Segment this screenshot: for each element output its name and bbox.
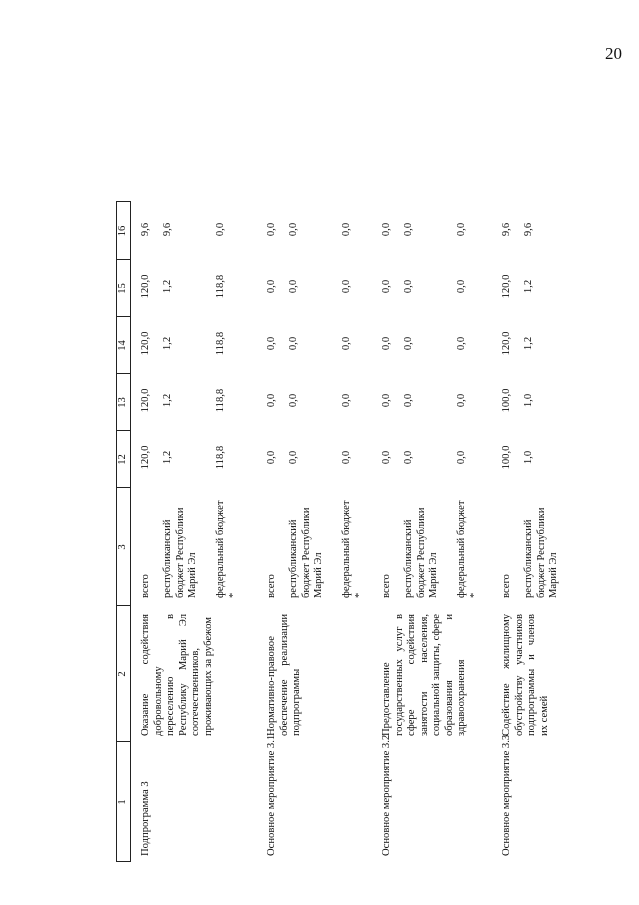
funding-source: республиканский бюджет Республики Марий Эл: [403, 507, 439, 598]
value-cell: 1,2: [162, 393, 173, 408]
value-cell: 0,0: [456, 393, 467, 408]
row-description: Содействие жилищному обустройству участников подпрограммы и членов их семей: [501, 614, 550, 736]
funding-source: всего: [266, 574, 277, 598]
header-col-13: 13: [117, 397, 128, 408]
funding-source: республиканский бюджет Республики Марий Эл: [162, 507, 198, 598]
value-cell: 120,0: [140, 331, 151, 356]
page-number: 20: [605, 44, 622, 63]
value-cell: 0,0: [341, 336, 352, 351]
value-cell: 0,0: [215, 222, 226, 237]
row-title: Основное мероприятие 3.1: [266, 734, 277, 856]
value-cell: 0,0: [341, 450, 352, 465]
value-cell: 120,0: [501, 274, 512, 299]
header-col-2: 2: [117, 671, 128, 677]
value-cell: 0,0: [266, 336, 277, 351]
value-cell: 0,0: [288, 222, 299, 237]
value-cell: 0,0: [266, 279, 277, 294]
value-cell: 0,0: [341, 222, 352, 237]
value-cell: 1,2: [523, 336, 534, 351]
header-col-3: 3: [117, 544, 128, 550]
value-cell: 0,0: [288, 336, 299, 351]
value-cell: 100,0: [501, 388, 512, 413]
value-cell: 0,0: [403, 279, 414, 294]
funding-source: федеральный бюджет *: [215, 500, 239, 598]
value-cell: 1,0: [523, 450, 534, 465]
value-cell: 118,8: [215, 445, 226, 470]
header-col-14: 14: [117, 340, 128, 351]
funding-source: всего: [140, 574, 151, 598]
value-cell: 118,8: [215, 388, 226, 413]
header-col-15: 15: [117, 283, 128, 294]
row-title: Основное мероприятие 3.3: [501, 734, 512, 856]
value-cell: 1,0: [523, 393, 534, 408]
value-cell: 0,0: [288, 279, 299, 294]
funding-source: всего: [501, 574, 512, 598]
value-cell: 0,0: [288, 393, 299, 408]
value-cell: 9,6: [162, 222, 173, 237]
value-cell: 0,0: [456, 222, 467, 237]
row-title: Подпрограмма 3: [140, 781, 151, 856]
value-cell: 118,8: [215, 331, 226, 356]
value-cell: 0,0: [381, 336, 392, 351]
budget-table: [116, 48, 639, 862]
value-cell: 118,8: [215, 274, 226, 299]
value-cell: 0,0: [266, 393, 277, 408]
value-cell: 1,2: [162, 336, 173, 351]
value-cell: 0,0: [403, 450, 414, 465]
row-description: Нормативно-правовое обеспечение реализации подпрограммы: [266, 614, 302, 736]
value-cell: 120,0: [140, 445, 151, 470]
value-cell: 0,0: [456, 336, 467, 351]
value-cell: 0,0: [381, 222, 392, 237]
funding-source: федеральный бюджет *: [456, 500, 480, 598]
row-description: Оказание содействия добровольному переселению в Республику Марий Эл соотечественников, проживающих за рубежом: [140, 614, 214, 736]
value-cell: 9,6: [140, 222, 151, 237]
funding-source: республиканский бюджет Республики Марий Эл: [288, 507, 324, 598]
value-cell: 0,0: [341, 279, 352, 294]
funding-source: федеральный бюджет *: [341, 500, 365, 598]
value-cell: 0,0: [266, 222, 277, 237]
row-title: Основное мероприятие 3.2: [381, 734, 392, 856]
header-col-12: 12: [117, 454, 128, 465]
value-cell: 0,0: [403, 222, 414, 237]
funding-source: республиканский бюджет Республики Марий Эл: [523, 507, 559, 598]
value-cell: 120,0: [140, 274, 151, 299]
row-description: Предоставление государственных услуг в сфере содействия занятости населения, социальной защиты, сфере образования и здравоохранения: [381, 614, 467, 736]
value-cell: 0,0: [456, 279, 467, 294]
header-col-16: 16: [117, 225, 128, 237]
value-cell: 9,6: [501, 222, 512, 237]
value-cell: 0,0: [456, 450, 467, 465]
value-cell: 100,0: [501, 445, 512, 470]
value-cell: 0,0: [266, 450, 277, 465]
funding-source: всего: [381, 574, 392, 598]
value-cell: 0,0: [403, 393, 414, 408]
value-cell: 120,0: [140, 388, 151, 413]
value-cell: 0,0: [288, 450, 299, 465]
value-cell: 9,6: [523, 222, 534, 237]
value-cell: 0,0: [381, 279, 392, 294]
value-cell: 0,0: [381, 450, 392, 465]
value-cell: 1,2: [523, 279, 534, 294]
value-cell: 0,0: [403, 336, 414, 351]
value-cell: 0,0: [341, 393, 352, 408]
header-col-1: 1: [117, 799, 128, 805]
value-cell: 1,2: [162, 450, 173, 465]
value-cell: 0,0: [381, 393, 392, 408]
value-cell: 120,0: [501, 331, 512, 356]
value-cell: 1,2: [162, 279, 173, 294]
